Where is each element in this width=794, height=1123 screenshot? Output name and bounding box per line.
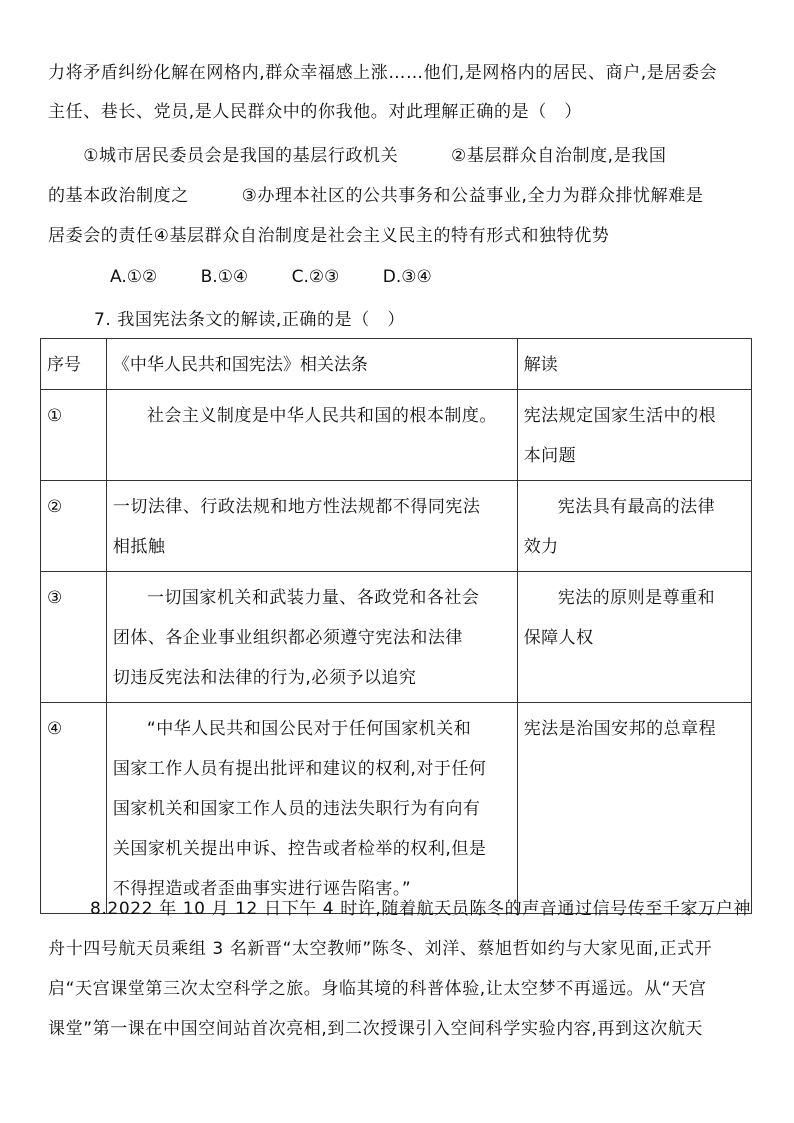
header-number: 序号 <box>41 339 107 390</box>
law-line: 不得捏造或者歪曲事实进行诬告陷害。” <box>112 879 412 899</box>
header-reading: 解读 <box>517 339 751 390</box>
law-line: 相抵触 <box>112 537 166 557</box>
reading-line: 本问题 <box>523 446 577 466</box>
q6-text-line-2: 主任、巷长、党员,是人民群众中的你我他。对此理解正确的是（ ） <box>48 102 583 122</box>
q6-text-line-1: 力将矛盾纠纷化解在网格内,群众幸福感上涨……他们,是网格内的居民、商户,是居委会 <box>48 63 718 83</box>
law-line: 切违反宪法和法律的行为,必须予以追究 <box>112 668 417 688</box>
q7-stem: 7. 我国宪法条文的解读,正确的是（ ） <box>94 310 406 330</box>
q6-option-a: A.①② <box>110 267 158 287</box>
q6-option-c: C.②③ <box>291 267 340 287</box>
reading-line: 效力 <box>523 537 559 557</box>
law-line: 国家机关和国家工作人员的违法失职行为有向有 <box>112 799 481 819</box>
header-law-article: 《中华人民共和国宪法》相关法条 <box>106 339 517 390</box>
q8-text-line-4: 课堂”第一课在中国空间站首次亮相,到二次授课引入空间科学实验内容,再到这次航天 <box>48 1019 704 1039</box>
law-line: 一切国家机关和武装力量、各政党和各社会 <box>146 588 480 608</box>
reading-line: 宪法的原则是尊重和 <box>557 588 716 608</box>
law-line: 社会主义制度是中华人民共和国的根本制度。 <box>146 406 497 426</box>
law-line: 关国家机关提出申诉、控告或者检举的权利,但是 <box>112 839 487 859</box>
row-law-text <box>106 390 517 481</box>
table-header-row <box>41 339 752 390</box>
row-number: ② <box>41 481 107 572</box>
q8-text-line-1: 8.2022 年 10 月 12 日下午 4 时许,随着航天员陈冬的声音通过信号传至千家万户神 <box>90 899 751 919</box>
constitution-table <box>40 338 752 914</box>
q6-text-line-5: 居委会的责任④基层群众自治制度是社会主义民主的特有形式和独特优势 <box>48 226 610 246</box>
table-row <box>41 572 752 703</box>
reading-line: 宪法具有最高的法律 <box>557 497 716 517</box>
q8-text-line-3: 启“天宫课堂第三次太空科学之旅。身临其境的科普体验,让太空梦不再遥远。从“天宫 <box>48 979 707 999</box>
row-reading-text <box>517 703 751 914</box>
q6-option-d: D.③④ <box>382 267 432 287</box>
row-reading-text <box>517 481 751 572</box>
reading-line: 宪法是治国安邦的总章程 <box>523 719 717 739</box>
row-law-text <box>106 481 517 572</box>
row-law-text <box>106 703 517 914</box>
law-line: 团体、各企业事业组织都必须遵守宪法和法律 <box>112 628 463 648</box>
q6-options <box>110 266 470 288</box>
table-row <box>41 390 752 481</box>
law-line: 国家工作人员有提出批评和建议的权利,对于任何 <box>112 759 487 779</box>
table-row <box>41 481 752 572</box>
q6-text-line-4: 的基本政治制度之 ③办理本社区的公共事务和公益事业,全力为群众排忧解难是 <box>48 186 704 206</box>
row-reading-text <box>517 390 751 481</box>
row-reading-text <box>517 572 751 703</box>
q8-text-line-2: 舟十四号航天员乘组 3 名新晋“太空教师”陈冬、刘洋、蔡旭哲如约与大家见面,正式开 <box>48 939 713 959</box>
law-line: 一切法律、行政法规和地方性法规都不得同宪法 <box>112 497 481 517</box>
reading-line: 宪法规定国家生活中的根 <box>523 406 717 426</box>
q6-option-b: B.①④ <box>200 267 249 287</box>
row-number: ① <box>41 390 107 481</box>
reading-line: 保障人权 <box>523 628 594 648</box>
q6-text-line-3: ①城市居民委员会是我国的基层行政机关 ②基层群众自治制度,是我国 <box>48 146 667 166</box>
table-row <box>41 703 752 914</box>
row-law-text <box>106 572 517 703</box>
row-number: ③ <box>41 572 107 703</box>
law-line: “中华人民共和国公民对于任何国家机关和 <box>146 719 472 739</box>
row-number: ④ <box>41 703 107 914</box>
